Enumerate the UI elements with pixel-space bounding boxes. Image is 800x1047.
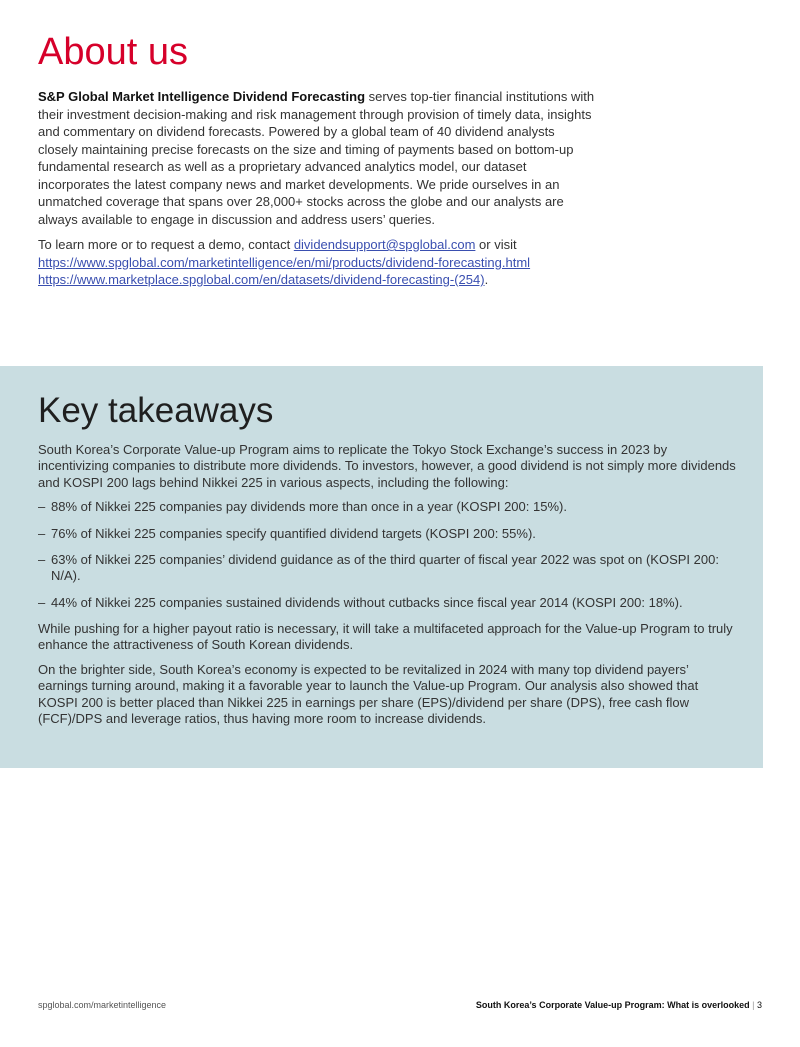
about-intro-text: serves top-tier financial institutions with their investment decision-making and risk management through provision of timely data, insights and commentary on dividend forecasts. Powered by a global team of 40 dividend analysts closely maintaining precise forecasts on the size and timing of payments based on bottom-up fundamental research as well as a proprietary advanced analytics model, our dataset incorporates the latest company news and market developments. We pride ourselves in an unmatched coverage that spans over 28,000+ stocks across the globe and our analysts are always available to engage in discussion and address users’ queries. bbox=[38, 89, 595, 227]
key-takeaways-content bbox=[38, 390, 738, 736]
list-item-text: 76% of Nikkei 225 companies specify quantified dividend targets (KOSPI 200: 55%). bbox=[51, 525, 536, 541]
about-intro-bold: S&P Global Market Intelligence Dividend Forecasting bbox=[38, 89, 366, 104]
footer-doc-info bbox=[476, 1000, 762, 1010]
contact-prefix: To learn more or to request a demo, contact bbox=[38, 237, 294, 252]
contact-mid: or visit bbox=[475, 237, 517, 252]
footer-site-url: spglobal.com/marketintelligence bbox=[38, 1000, 167, 1010]
bullet-dash: – bbox=[38, 551, 46, 567]
list-item-text: 63% of Nikkei 225 companies’ dividend guidance as of the third quarter of fiscal year 2022 was spot on (KOSPI 200: N/A). bbox=[51, 551, 719, 584]
takeaways-intro: South Korea’s Corporate Value-up Program aims to replicate the Tokyo Stock Exchange’s success in 2023 by incentivizing companies to distribute more dividends. To investors, however, a good dividend is not simply more dividends and KOSPI 200 lags behind Nikkei 225 in various aspects, including the following: bbox=[38, 442, 736, 490]
email-link[interactable]: dividendsupport@spglobal.com bbox=[293, 237, 476, 252]
list-item-text: 88% of Nikkei 225 companies pay dividends more than once in a year (KOSPI 200: 15%). bbox=[51, 499, 567, 515]
key-takeaways-panel bbox=[0, 366, 763, 768]
link-suffix: . bbox=[484, 272, 489, 287]
about-title: About us bbox=[38, 31, 188, 73]
about-intro bbox=[38, 88, 598, 228]
takeaways-paragraph-2: While pushing for a higher payout ratio is necessary, it will take a multifaceted approach for the Value-up Program to truly enhance the attractiveness of South Korean dividends. bbox=[38, 620, 733, 653]
bullet-dash: – bbox=[38, 594, 46, 610]
footer-doc-title: South Korea’s Corporate Value-up Program: What is overlooked bbox=[475, 1000, 750, 1010]
page-number: 3 bbox=[756, 1000, 762, 1010]
takeaways-paragraph-3: On the brighter side, South Korea’s economy is expected to be revitalized in 2024 with many top dividend payers’ earnings turning around, making it a favorable year to launch the Value-up Program. Our analysis also showed that KOSPI 200 is better placed than Nikkei 225 in earnings per share (EPS)/dividend per share (DPS), free cash flow (FCF)/DPS and leverage ratios, thus having more room to increase dividends. bbox=[38, 661, 699, 726]
product-page-link[interactable]: https://www.spglobal.com/marketintelligence/en/mi/products/dividend-forecasting.html bbox=[38, 254, 531, 270]
list-item bbox=[38, 595, 738, 611]
about-section bbox=[38, 30, 598, 297]
takeaways-list bbox=[38, 499, 738, 610]
key-takeaways-title: Key takeaways bbox=[38, 391, 274, 430]
list-item bbox=[38, 552, 738, 585]
footer-separator: | bbox=[752, 1000, 755, 1010]
bullet-dash: – bbox=[38, 499, 46, 515]
list-item bbox=[38, 499, 738, 515]
about-contact bbox=[38, 236, 598, 289]
marketplace-link[interactable]: https://www.marketplace.spglobal.com/en/datasets/dividend-forecasting-(254) bbox=[38, 272, 485, 287]
list-item-text: 44% of Nikkei 225 companies sustained dividends without cutbacks since fiscal year 2014 (KOSPI 200: 18%). bbox=[51, 594, 683, 610]
list-item bbox=[38, 526, 738, 542]
bullet-dash: – bbox=[38, 525, 46, 541]
